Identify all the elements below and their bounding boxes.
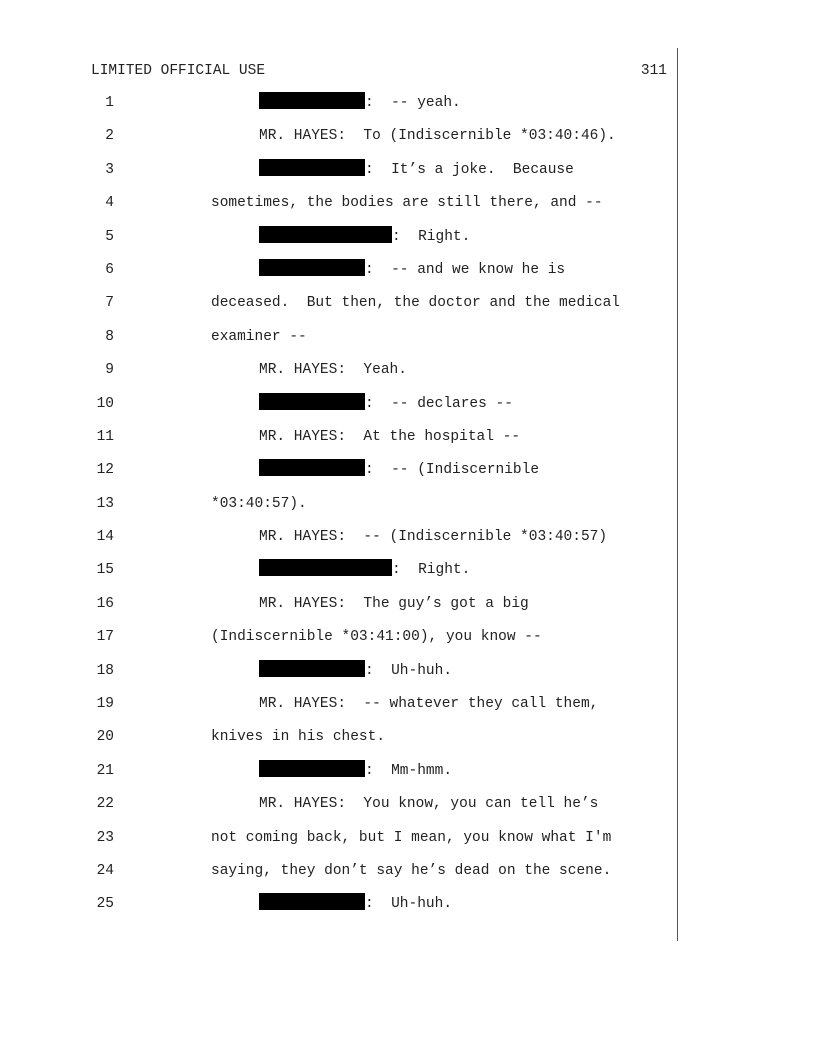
line-text-container — [211, 860, 611, 882]
line-text-container — [259, 793, 598, 815]
line-text: : It’s a joke. Because — [365, 161, 574, 178]
transcript-line — [0, 226, 816, 259]
line-text: MR. HAYES: Yeah. — [259, 362, 407, 379]
line-text: examiner -- — [211, 328, 307, 345]
line-text: : Right. — [392, 562, 471, 579]
transcript-line — [0, 326, 816, 359]
transcript-line — [0, 459, 816, 492]
line-number: 3 — [105, 161, 114, 178]
transcript-line — [0, 827, 816, 860]
transcript-line — [0, 526, 816, 559]
transcript-line — [0, 693, 816, 726]
line-number: 22 — [96, 796, 114, 813]
transcript-line — [0, 426, 816, 459]
line-number: 8 — [105, 328, 114, 345]
line-number: 23 — [96, 829, 114, 846]
line-text: : -- declares -- — [365, 395, 513, 412]
line-number: 1 — [105, 95, 114, 111]
line-number: 25 — [96, 896, 114, 913]
line-number: 14 — [96, 529, 114, 546]
line-number: 9 — [105, 362, 114, 379]
line-text: : Mm-hmm. — [365, 762, 453, 779]
line-text-container — [259, 159, 574, 181]
line-number: 20 — [96, 729, 114, 746]
line-text-container — [259, 593, 529, 615]
line-number: 4 — [105, 195, 114, 212]
transcript-line — [0, 493, 816, 526]
line-text: sometimes, the bodies are still there, and -- — [211, 195, 603, 212]
line-text-container — [211, 192, 603, 214]
line-number: 2 — [105, 128, 114, 145]
line-number: 11 — [96, 428, 114, 445]
redaction-box — [259, 559, 392, 576]
line-text-container — [259, 393, 513, 415]
line-text: : Right. — [392, 228, 471, 245]
page-number: 311 — [640, 63, 667, 79]
transcript-line — [0, 259, 816, 292]
line-text-container — [259, 760, 452, 782]
line-text: MR. HAYES: -- whatever they call them, — [259, 696, 599, 713]
line-text-container — [211, 726, 385, 748]
line-text-container — [259, 559, 470, 581]
line-text: *03:40:57). — [211, 495, 307, 512]
line-text: MR. HAYES: The guy’s got a big — [259, 595, 529, 612]
transcript-line — [0, 893, 816, 926]
line-text-container — [211, 626, 542, 648]
line-number: 12 — [96, 462, 114, 479]
redaction-box — [259, 259, 365, 276]
line-text: MR. HAYES: At the hospital -- — [259, 428, 521, 445]
line-number: 18 — [96, 662, 114, 679]
transcript-body — [0, 92, 816, 927]
classification-marking: LIMITED OFFICIAL USE — [91, 63, 266, 79]
redaction-box — [259, 393, 365, 410]
line-text: saying, they don’t say he’s dead on the scene. — [211, 862, 612, 879]
transcript-line — [0, 393, 816, 426]
line-text: not coming back, but I mean, you know what I'm — [211, 829, 612, 846]
redaction-box — [259, 660, 365, 677]
line-text: deceased. But then, the doctor and the medical — [211, 295, 620, 312]
line-text: knives in his chest. — [211, 729, 386, 746]
transcript-line — [0, 559, 816, 592]
line-text-container — [259, 660, 452, 682]
line-text-container — [259, 526, 607, 548]
line-number: 16 — [96, 595, 114, 612]
line-text-container — [259, 125, 616, 147]
redaction-box — [259, 159, 365, 176]
line-text-container — [211, 326, 307, 348]
line-text-container — [259, 426, 520, 448]
line-text-container — [259, 459, 539, 481]
redaction-box — [259, 893, 365, 910]
transcript-line — [0, 125, 816, 158]
line-text-container — [259, 226, 470, 248]
line-number: 17 — [96, 629, 114, 646]
redaction-box — [259, 459, 365, 476]
page-header — [91, 61, 667, 81]
line-number: 6 — [105, 261, 114, 278]
line-text: : -- (Indiscernible — [365, 462, 540, 479]
line-text: : Uh-huh. — [365, 662, 453, 679]
line-text: MR. HAYES: You know, you can tell he’s — [259, 796, 599, 813]
transcript-line — [0, 760, 816, 793]
line-text-container — [211, 493, 307, 515]
line-number: 24 — [96, 862, 114, 879]
line-text: MR. HAYES: -- (Indiscernible *03:40:57) — [259, 529, 608, 546]
line-text-container — [259, 92, 461, 114]
line-text-container — [259, 693, 598, 715]
line-text-container — [259, 259, 565, 281]
line-text-container — [259, 893, 452, 915]
transcript-line — [0, 660, 816, 693]
line-text-container — [211, 827, 611, 849]
line-text-container — [259, 359, 407, 381]
line-number: 5 — [105, 228, 114, 245]
transcript-line — [0, 593, 816, 626]
line-number: 15 — [96, 562, 114, 579]
transcript-line — [0, 860, 816, 893]
transcript-line — [0, 793, 816, 826]
redaction-box — [259, 760, 365, 777]
transcript-line — [0, 626, 816, 659]
redaction-box — [259, 226, 392, 243]
transcript-line — [0, 359, 816, 392]
line-text: (Indiscernible *03:41:00), you know -- — [211, 629, 542, 646]
line-text: : -- yeah. — [365, 95, 461, 111]
line-text-container — [211, 292, 620, 314]
line-number: 10 — [96, 395, 114, 412]
transcript-line — [0, 159, 816, 192]
transcript-line — [0, 92, 816, 125]
line-number: 7 — [105, 295, 114, 312]
line-text: : -- and we know he is — [365, 261, 566, 278]
transcript-line — [0, 292, 816, 325]
line-number: 21 — [96, 762, 114, 779]
line-number: 13 — [96, 495, 114, 512]
line-number: 19 — [96, 696, 114, 713]
transcript-line — [0, 192, 816, 225]
transcript-line — [0, 726, 816, 759]
line-text: : Uh-huh. — [365, 896, 453, 913]
line-text: MR. HAYES: To (Indiscernible *03:40:46). — [259, 128, 616, 145]
redaction-box — [259, 92, 365, 109]
